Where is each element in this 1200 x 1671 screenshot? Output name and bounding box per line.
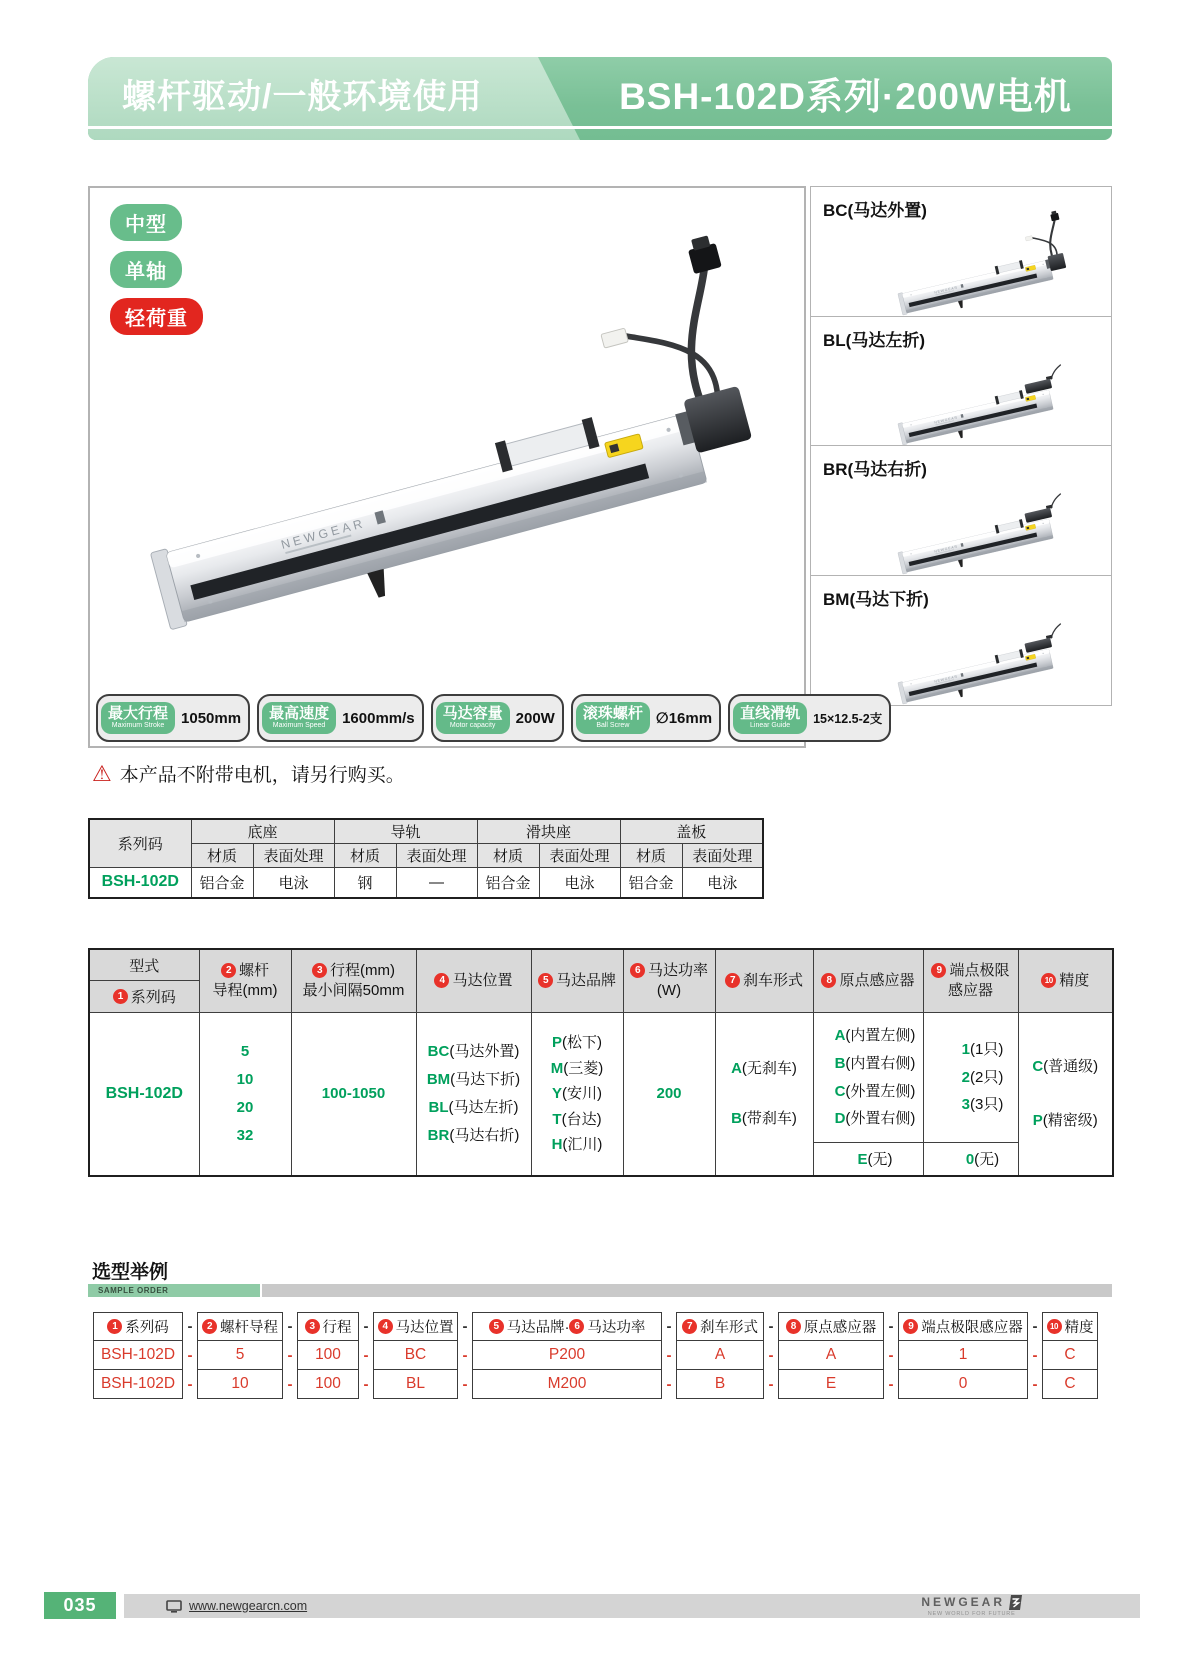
materials-data-row — [89, 867, 763, 898]
series-code-header: 系列码 — [89, 819, 191, 867]
group-header-cover: 盖板 — [620, 819, 763, 843]
group-header-base: 底座 — [191, 819, 334, 843]
motor-notice — [92, 760, 405, 787]
leads-cell: 5 10 20 32 — [199, 1013, 291, 1176]
product-photo — [118, 210, 780, 662]
series-cell: BSH-102D — [89, 1013, 199, 1176]
sub-header: 表面处理 — [682, 843, 763, 867]
variant-card-bc — [810, 186, 1112, 317]
dash: - — [363, 1318, 369, 1335]
circled-number: 4 — [434, 973, 449, 988]
spec-value: 15×12.5-2支 — [813, 712, 883, 726]
header-motor-position: 4 马达位置 — [416, 949, 531, 1013]
limit-sensor-none-cell: 0(无) — [923, 1143, 1018, 1176]
so-value: BSH-102D — [93, 1341, 183, 1370]
model-header-row — [89, 949, 1113, 1013]
so-header: 1 系列码 — [93, 1312, 183, 1341]
cell: 钢 — [334, 867, 396, 898]
so-value: 5 — [197, 1341, 283, 1370]
so-value: A — [676, 1341, 764, 1370]
spec-badge-ballscrew: 滚珠螺杆 Ball Screw ∅16mm — [571, 694, 721, 742]
header-limit-sensor: 9 端点极限 感应器 — [923, 949, 1018, 1013]
dash: - — [287, 1376, 293, 1393]
header-stroke: 3 行程(mm) 最小间隔50mm — [291, 949, 416, 1013]
dash: - — [888, 1376, 894, 1393]
header-screw-lead: 2 螺杆 导程(mm) — [199, 949, 291, 1013]
sample-order-table — [93, 1312, 1098, 1399]
dash: - — [666, 1318, 672, 1335]
variant-card-bm — [810, 575, 1112, 706]
newgear-logo-mark — [1009, 1595, 1022, 1610]
cell: 电泳 — [682, 867, 763, 898]
website-link[interactable]: www.newgearcn.com — [166, 1599, 307, 1613]
dash: - — [768, 1376, 774, 1393]
spec-value: 1050mm — [181, 709, 242, 727]
group-header-rail: 导轨 — [334, 819, 477, 843]
motor-power-cell: 200 — [623, 1013, 715, 1176]
origin-sensor-none-cell: E(无) — [813, 1143, 923, 1176]
spec-badge-speed: 最高速度 Maximum Speed 1600mm/s — [257, 694, 424, 742]
so-value: 10 — [197, 1370, 283, 1399]
dash: - — [462, 1347, 468, 1364]
so-value: P200 — [472, 1341, 662, 1370]
circled-number: 8 — [821, 973, 836, 988]
so-header: 8 原点感应器 — [778, 1312, 884, 1341]
dash: - — [768, 1318, 774, 1335]
cell: 铝合金 — [477, 867, 539, 898]
stroke-cell: 100-1050 — [291, 1013, 416, 1176]
group-header-slider: 滑块座 — [477, 819, 620, 843]
circled-number: 9 — [931, 963, 946, 978]
so-value: C — [1042, 1341, 1098, 1370]
model-data-row — [89, 1013, 1113, 1143]
page-title: BSH-102D系列·200W电机 — [619, 76, 1072, 117]
sub-header: 材质 — [477, 843, 539, 867]
dash: - — [363, 1347, 369, 1364]
sub-header: 材质 — [334, 843, 396, 867]
dash: - — [888, 1318, 894, 1335]
spec-badge-motor: 马达容量 Motor capacity 200W — [431, 694, 564, 742]
page-number-tab: 035 — [44, 1592, 116, 1619]
header-motor-brand: 5 马达品牌 — [531, 949, 623, 1013]
so-value: 1 — [898, 1341, 1028, 1370]
so-value: BL — [373, 1370, 458, 1399]
origin-sensor-cell: A(内置左侧) B(内置右侧) C(外置左侧) D(外置右侧) — [813, 1013, 923, 1143]
cell: 电泳 — [253, 867, 334, 898]
spec-badge-guide: 直线滑轨 Linear Guide 15×12.5-2支 — [728, 694, 891, 742]
brake-cell: A(无刹车) B(带刹车) — [715, 1013, 813, 1176]
dash: - — [187, 1347, 193, 1364]
so-value: C — [1042, 1370, 1098, 1399]
variant-panel — [810, 186, 1112, 706]
spec-value: 1600mm/s — [342, 709, 415, 727]
dash: - — [462, 1318, 468, 1335]
sample-order-subtitle: SAMPLE ORDER — [88, 1284, 260, 1297]
so-value: BC — [373, 1341, 458, 1370]
newgear-logo: NEWGEAR NEW WORLD FOR FUTURE — [921, 1595, 1022, 1618]
materials-header-row-2 — [89, 843, 763, 867]
variant-card-bl — [810, 316, 1112, 447]
circled-number: 3 — [312, 963, 327, 978]
so-value: 100 — [297, 1341, 359, 1370]
motor-position-cell: BC(马达外置) BM(马达下折) BL(马达左折) BR(马达右折) — [416, 1013, 531, 1176]
dash: - — [462, 1376, 468, 1393]
footer-bar — [124, 1594, 1140, 1618]
circled-number: 2 — [221, 963, 236, 978]
limit-sensor-cell: 1(1只) 2(2只) 3(3只) — [923, 1013, 1018, 1143]
so-header: 5 马达品牌· 6 马达功率 — [472, 1312, 662, 1341]
circled-number: 5 — [538, 973, 553, 988]
so-header: 3 行程 — [297, 1312, 359, 1341]
feature-badges — [110, 204, 203, 335]
dash: - — [287, 1318, 293, 1335]
monitor-icon — [166, 1600, 182, 1613]
sample-order-rule — [262, 1284, 1112, 1297]
header-divider-line — [88, 126, 1112, 129]
dash: - — [1032, 1376, 1038, 1393]
cell: 铝合金 — [191, 867, 253, 898]
feature-badge-load: 轻荷重 — [110, 298, 203, 335]
cell: 电泳 — [539, 867, 620, 898]
variant-photo-bl — [858, 340, 1108, 440]
main-product-box — [88, 186, 806, 748]
so-value: 100 — [297, 1370, 359, 1399]
variant-photo-br — [858, 469, 1108, 569]
cell: 铝合金 — [620, 867, 682, 898]
so-header: 2 螺杆导程 — [197, 1312, 283, 1341]
sample-order-title: 选型举例 — [92, 1262, 169, 1283]
materials-header-row-1 — [89, 819, 763, 843]
cell: — — [396, 867, 477, 898]
page-header — [88, 57, 1112, 140]
so-value: BSH-102D — [93, 1370, 183, 1399]
feature-badge-axis: 单轴 — [110, 251, 182, 288]
so-value: E — [778, 1370, 884, 1399]
motor-brand-cell: P(松下) M(三菱) Y(安川) T(台达) H(汇川) — [531, 1013, 623, 1176]
dash: - — [1032, 1347, 1038, 1364]
variant-photo-bm — [858, 599, 1108, 699]
header-motor-power: 6 马达功率 (W) — [623, 949, 715, 1013]
spec-value: ∅16mm — [655, 710, 713, 727]
series-code-cell: BSH-102D — [89, 867, 191, 898]
header-category-title: 螺杆驱动/一般环境使用 — [122, 77, 483, 116]
header-series-code: 型式 1 系列码 — [89, 949, 199, 1013]
sub-header: 材质 — [620, 843, 682, 867]
dash: - — [187, 1318, 193, 1335]
variant-label: BR(马达右折) — [823, 460, 927, 479]
circled-number: 10 — [1041, 973, 1056, 988]
circled-number: 7 — [725, 973, 740, 988]
materials-table — [88, 818, 764, 899]
variant-label: BM(马达下折) — [823, 589, 929, 609]
spec-badge-stroke: 最大行程 Maximum Stroke 1050mm — [96, 694, 250, 742]
so-value: 0 — [898, 1370, 1028, 1399]
circled-number: 1 — [113, 989, 128, 1004]
header-origin-sensor: 8 原点感应器 — [813, 949, 923, 1013]
spec-badges-row — [96, 694, 891, 742]
variant-label: BC(马达外置) — [823, 201, 927, 220]
variant-label: BL(马达左折) — [823, 330, 925, 350]
dash: - — [287, 1347, 293, 1364]
variant-photo-bc — [858, 210, 1108, 310]
dash: - — [187, 1376, 193, 1393]
dash: - — [1032, 1318, 1038, 1335]
so-header: 10 精度 — [1042, 1312, 1098, 1341]
so-value: M200 — [472, 1370, 662, 1399]
sub-header: 表面处理 — [253, 843, 334, 867]
variant-card-br — [810, 445, 1112, 576]
sub-header: 表面处理 — [539, 843, 620, 867]
header-brake: 7 刹车形式 — [715, 949, 813, 1013]
so-header: 9 端点极限感应器 — [898, 1312, 1028, 1341]
feature-badge-size: 中型 — [110, 204, 182, 241]
so-header: 4 马达位置 — [373, 1312, 458, 1341]
dash: - — [768, 1347, 774, 1364]
sub-header: 材质 — [191, 843, 253, 867]
dash: - — [666, 1347, 672, 1364]
dash: - — [666, 1376, 672, 1393]
so-header: 7 刹车形式 — [676, 1312, 764, 1341]
notice-text: 本产品不附带电机，请另行购买。 — [119, 765, 405, 786]
header-precision: 10 精度 — [1018, 949, 1113, 1013]
precision-cell: C(普通级) P(精密级) — [1018, 1013, 1113, 1176]
dash: - — [363, 1376, 369, 1393]
so-value: B — [676, 1370, 764, 1399]
dash: - — [888, 1347, 894, 1364]
spec-value: 200W — [515, 709, 555, 727]
model-selection-table — [88, 948, 1114, 1177]
sub-header: 表面处理 — [396, 843, 477, 867]
circled-number: 6 — [630, 963, 645, 978]
warning-icon: ⚠ — [92, 760, 112, 786]
so-value: A — [778, 1341, 884, 1370]
